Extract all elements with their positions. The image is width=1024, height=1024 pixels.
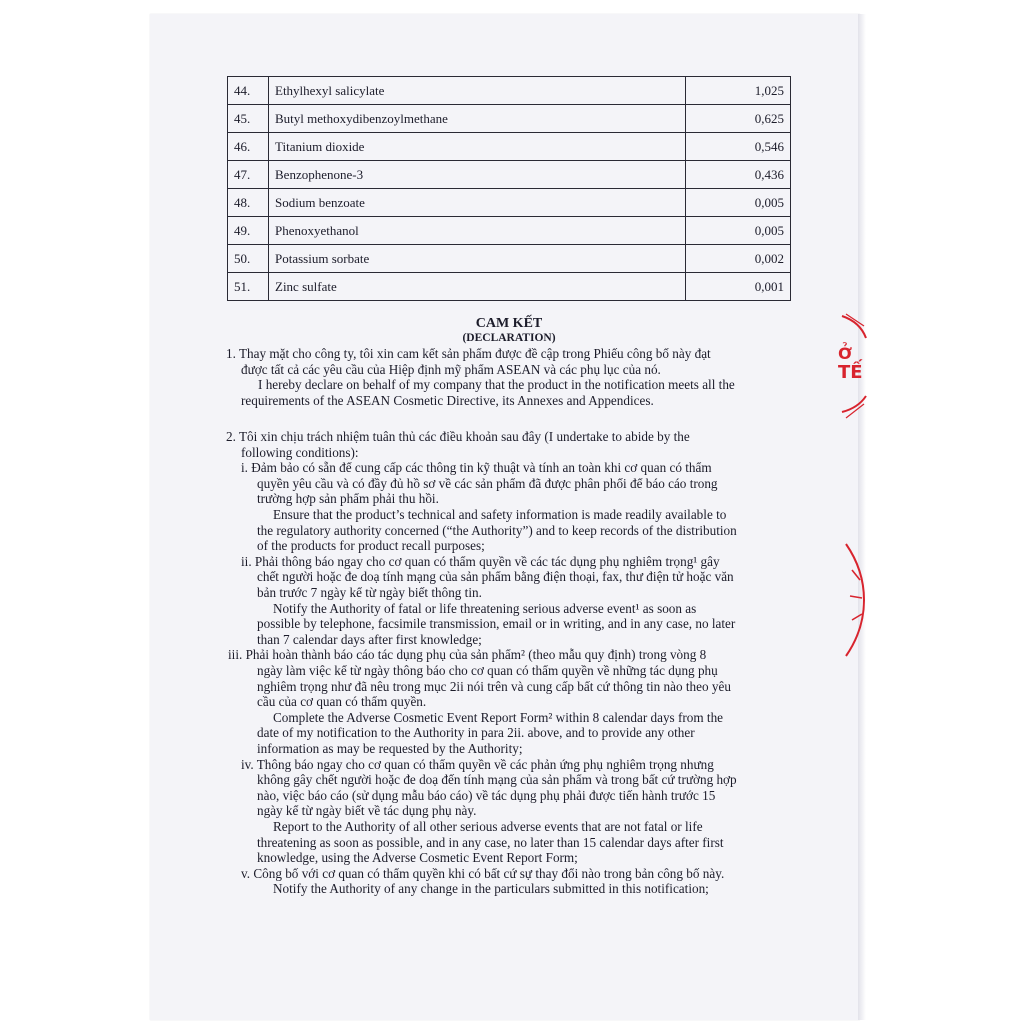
official-stamp-partial bbox=[840, 540, 868, 660]
text-line: iii. Phải hoàn thành báo cáo tác dụng phụ của sản phẩm² (theo mẫu quy định) trong vòng 8 bbox=[228, 647, 707, 663]
text-line: bản trước 7 ngày kể từ ngày biết thông tin. bbox=[257, 585, 482, 600]
declaration-subtitle: (DECLARATION) bbox=[462, 332, 556, 344]
row-number: 50. bbox=[228, 245, 269, 273]
stamp-text-2: TẾ bbox=[838, 362, 863, 383]
text-line: following conditions): bbox=[241, 444, 359, 460]
ingredient-name: Sodium benzoate bbox=[269, 189, 686, 217]
text-line: Report to the Authority of all other serious adverse events that are not fatal or life bbox=[273, 819, 703, 834]
text-line: trường hợp sản phẩm phải thu hồi. bbox=[257, 491, 439, 507]
ingredient-name: Titanium dioxide bbox=[269, 133, 686, 161]
text-line: Complete the Adverse Cosmetic Event Report Form² within 8 calendar days from the bbox=[273, 709, 724, 725]
text-line: ngày làm việc kể từ ngày thông báo cho cơ quan có thẩm quyền về những tác dụng phụ bbox=[257, 663, 718, 678]
table-row bbox=[228, 245, 791, 273]
text-line: ngày kể từ ngày biết về tác dụng phụ này. bbox=[257, 803, 477, 819]
table-row bbox=[228, 217, 791, 245]
ingredient-value: 0,005 bbox=[686, 189, 791, 217]
ingredients-table bbox=[227, 76, 791, 301]
ingredient-name: Butyl methoxydibenzoylmethane bbox=[269, 105, 686, 133]
table-row bbox=[228, 161, 791, 189]
ingredient-value: 0,546 bbox=[686, 133, 791, 161]
text-line: of the products for product recall purposes; bbox=[257, 538, 485, 554]
text-line: I hereby declare on behalf of my company that the product in the notification meets all the bbox=[258, 377, 735, 393]
table-row bbox=[228, 273, 791, 301]
table-row bbox=[228, 77, 791, 105]
ingredient-value: 0,625 bbox=[686, 105, 791, 133]
text-line: requirements of the ASEAN Cosmetic Directive, its Annexes and Appendices. bbox=[241, 392, 654, 408]
table-row bbox=[228, 189, 791, 217]
row-number: 51. bbox=[228, 273, 269, 301]
text-line: ii. Phải thông báo ngay cho cơ quan có thẩm quyền về các tác dụng phụ nghiêm trọng¹ gây bbox=[241, 553, 720, 569]
ingredient-name: Zinc sulfate bbox=[269, 273, 686, 301]
text-line: iv. Thông báo ngay cho cơ quan có thẩm quyền về các phản ứng phụ nghiêm trọng nhưng bbox=[241, 756, 714, 772]
text-line: v. Công bố với cơ quan có thẩm quyền khi có bất cứ sự thay đổi nào trong bản công bố này. bbox=[241, 865, 725, 881]
stamp-text-1: Ở bbox=[838, 344, 852, 363]
table-row bbox=[228, 105, 791, 133]
text-line: nghiêm trọng như đã nêu trong mục 2ii nói trên và cung cấp bất cứ thông tin nào theo yêu bbox=[257, 678, 731, 694]
ingredient-name: Phenoxyethanol bbox=[269, 217, 686, 245]
text-line: the regulatory authority concerned (“the Authority”) and to keep records of the distribution bbox=[257, 522, 737, 538]
page-edge bbox=[858, 14, 866, 1020]
row-number: 45. bbox=[228, 105, 269, 133]
text-line: threatening as soon as possible, and in any case, no later than 15 calendar days after first bbox=[257, 834, 724, 850]
text-line: cầu của cơ quan có thẩm quyền. bbox=[257, 694, 427, 710]
row-number: 49. bbox=[228, 217, 269, 245]
text-line: Notify the Authority of fatal or life threatening serious adverse event¹ as soon as bbox=[273, 600, 697, 616]
text-line: được tất cả các yêu cầu của Hiệp định mỹ phẩm ASEAN và các phụ lục của nó. bbox=[241, 361, 661, 377]
text-line: nào, việc báo cáo (sử dụng mẫu báo cáo) về tác dụng phụ phải được tiến hành trước 15 bbox=[257, 787, 716, 803]
text-line: Ensure that the product’s technical and safety information is made readily available to bbox=[273, 507, 727, 522]
table-row bbox=[228, 133, 791, 161]
text-line: quyền yêu cầu và có đầy đủ hồ sơ về các sản phẩm đã được phân phối để báo cáo trong bbox=[257, 475, 718, 491]
row-number: 46. bbox=[228, 133, 269, 161]
ingredient-value: 0,005 bbox=[686, 217, 791, 245]
text-line: knowledge, using the Adverse Cosmetic Event Report Form; bbox=[257, 850, 578, 866]
text-line: chết người hoặc đe doạ tính mạng của sản phẩm bằng điện thoại, fax, thư điện tử hoặc văn bbox=[257, 569, 734, 585]
text-line: 1. Thay mặt cho công ty, tôi xin cam kết sản phẩm được đề cập trong Phiếu công bố này đạt bbox=[226, 346, 711, 361]
row-number: 48. bbox=[228, 189, 269, 217]
text-line: i. Đảm bảo có sẵn để cung cấp các thông tin kỹ thuật và tính an toàn khi cơ quan có thẩm bbox=[241, 460, 712, 476]
ingredient-value: 1,025 bbox=[686, 77, 791, 105]
row-number: 44. bbox=[228, 77, 269, 105]
ingredient-value: 0,002 bbox=[686, 245, 791, 273]
row-number: 47. bbox=[228, 161, 269, 189]
text-line: than 7 calendar days after first knowledge; bbox=[257, 631, 482, 647]
text-line: possible by telephone, facsimile transmission, email or in writing, and in any case, no later bbox=[257, 616, 736, 632]
text-line: không gây chết người hoặc đe doạ đến tính mạng của sản phẩm và trong bất cứ trường hợp bbox=[257, 772, 737, 788]
text-line: 2. Tôi xin chịu trách nhiệm tuân thủ các điều khoản sau đây (I undertake to abide by the bbox=[226, 429, 690, 444]
text-line: date of my notification to the Authority in para 2ii. above, and to provide any other bbox=[257, 725, 695, 741]
ingredient-name: Benzophenone-3 bbox=[269, 161, 686, 189]
ingredient-name: Potassium sorbate bbox=[269, 245, 686, 273]
declaration-title: CAM KẾT bbox=[475, 316, 543, 331]
ingredient-name: Ethylhexyl salicylate bbox=[269, 77, 686, 105]
text-line: information as may be requested by the Authority; bbox=[257, 741, 523, 756]
ingredient-value: 0,436 bbox=[686, 161, 791, 189]
text-line: Notify the Authority of any change in the particulars submitted in this notification; bbox=[273, 881, 709, 897]
ingredient-value: 0,001 bbox=[686, 273, 791, 301]
